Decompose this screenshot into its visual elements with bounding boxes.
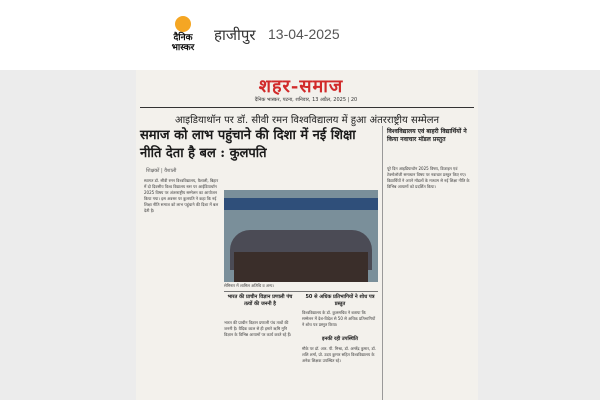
event-photo xyxy=(224,190,378,282)
edition-city: हाजीपुर xyxy=(214,26,256,44)
photo-caption: सेमिनार में शामिल अतिथि व अन्य। xyxy=(224,283,274,288)
article-column-2 xyxy=(144,390,145,391)
box3-title: इनकी रही उपस्थिति xyxy=(322,336,358,342)
photo-front-row xyxy=(234,252,368,282)
kicker: आइडियाथॉन पर डॉ. सीवी रमन विश्वविद्यालय में हुआ अंतरराष्ट्रीय सम्मेलन xyxy=(174,115,440,126)
sun-icon xyxy=(175,16,191,32)
box2-title: 50 से अधिक प्रतिभागियों ने शोध पत्र प्रस्तुत xyxy=(305,294,375,307)
side-column xyxy=(382,126,475,400)
logo-text: दैनिक भास्कर xyxy=(171,33,195,53)
byline: शिक्षकों | वैशाली xyxy=(146,168,177,174)
section-title: शहर-समाज xyxy=(258,76,344,97)
header-bar xyxy=(0,0,600,70)
section-subline: दैनिक भास्कर, पटना, शनिवार, 13 अप्रैल, 2025 | 20 xyxy=(254,97,358,103)
section-header xyxy=(136,70,478,110)
box1-title: भारत की प्राचीन विज्ञान प्रणाली पंच तत्वों की जननी है xyxy=(227,294,293,307)
article-column-3: भारत की प्राचीन विज्ञान प्रणाली पंच तत्वों की जननी है। वैदिक काल से ही हमारे ऋषि मुनि विज्ञान के विभिन्न आयामों पर कार्य करते रहे हैं। xyxy=(224,320,292,337)
headline: समाज को लाभ पहुंचाने की दिशा में नई शिक्षा नीति देता है बल : कुलपति xyxy=(140,128,356,161)
article-column-4: विश्वविद्यालय के डॉ. कुलसचिव ने बताया कि सम्मेलन में देश-विदेश से 50 से अधिक प्रतिभागियों ने शोध पत्र प्रस्तुत किया। xyxy=(302,310,376,327)
side-title: विश्वविद्यालय एवं बाहरी विद्यार्थियों ने किया नवाचार मॉडल प्रस्तुत xyxy=(387,128,467,143)
dainik-bhaskar-logo[interactable] xyxy=(162,16,204,56)
edition-date: 13-04-2025 xyxy=(268,26,340,42)
newspaper-page xyxy=(136,70,478,400)
photo-banner xyxy=(224,198,378,210)
section-rule xyxy=(140,107,474,108)
side-text: पूरे दिन आइडियाथॉन 2025 विषय, डिजाइन एवं टेक्नोलॉजी समाधान विषय पर नवाचार प्रस्तुत किए गए। विद्यार्थियों ने अपने मॉडलों के माध्यम से नई शिक्षा नीति के विभिन्न आयामों को प्रदर्शित किया। xyxy=(387,166,470,189)
article-column-1: स्वागत डॉ. सीवी रमन विश्वविद्यालय, वैशाली, बिहार में दो दिवसीय विश्व विद्यालय स्तर पर आईडियाथॉन 2025 विषय पर अंतरराष्ट्रीय सम्मेलन का आयोजन किया गया। इस अवसर पर कुलपति ने कहा कि नई शिक्षा नीति समाज को लाभ पहुंचाने की दिशा में बल देती है। xyxy=(144,178,219,213)
box-rule xyxy=(224,291,378,292)
article-column-5: मौके पर डॉ. आर. पी. मिश्रा, डॉ. अमरेंद्र कुमार, डॉ. शशि शर्मा, प्रो. उदय कुमार सहित विश्वविद्यालय के अनेक शिक्षक उपस्थित रहे। xyxy=(302,346,376,363)
